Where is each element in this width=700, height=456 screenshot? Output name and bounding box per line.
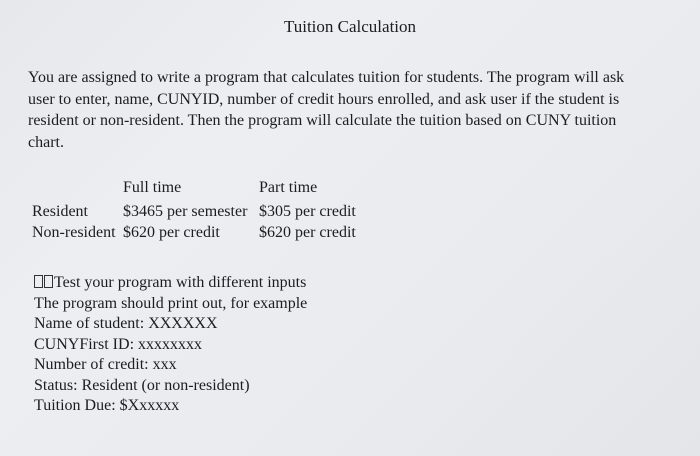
instruction-line: Tuition Due: $Xxxxxx: [34, 397, 180, 414]
row-label-resident: Resident: [32, 203, 88, 220]
missing-glyph-icon: [34, 275, 43, 288]
instructions-intro-line: [34, 273, 307, 294]
instruction-line: CUNYFirst ID: xxxxxxxx: [34, 335, 203, 353]
resident-full-time: $3465 per semester: [123, 203, 248, 220]
header-full-time: Full time: [123, 179, 182, 196]
intro-line: user to enter, name, CUNYID, number of credit hours enrolled, and ask user if the student is: [28, 90, 620, 108]
header-part-time: Part time: [259, 179, 318, 196]
non-resident-full-time: $620 per credit: [123, 224, 220, 241]
instruction-line: Number of credit: xxx: [34, 356, 177, 373]
instruction-line: Name of student: XXXXXX: [34, 315, 218, 332]
row-label-non-resident: Non-resident: [32, 224, 116, 241]
document-title: Tuition Calculation: [283, 17, 417, 36]
missing-glyph-icon: [44, 275, 53, 288]
instruction-line: The program should print out, for example: [34, 294, 308, 312]
resident-part-time: $305 per credit: [259, 203, 356, 220]
intro-line: resident or non-resident. Then the program will calculate the tuition based on CUNY tuition: [28, 112, 617, 129]
intro-paragraph: [28, 67, 678, 153]
intro-line: chart.: [28, 133, 64, 151]
instructions-block: [34, 273, 307, 417]
instruction-line: Status: Resident (or non-resident): [34, 376, 250, 394]
intro-line: You are assigned to write a program that calculates tuition for students. The program will ask: [28, 69, 625, 86]
instructions-intro: Test your program with different inputs: [54, 274, 307, 291]
non-resident-part-time: $620 per credit: [259, 224, 356, 241]
